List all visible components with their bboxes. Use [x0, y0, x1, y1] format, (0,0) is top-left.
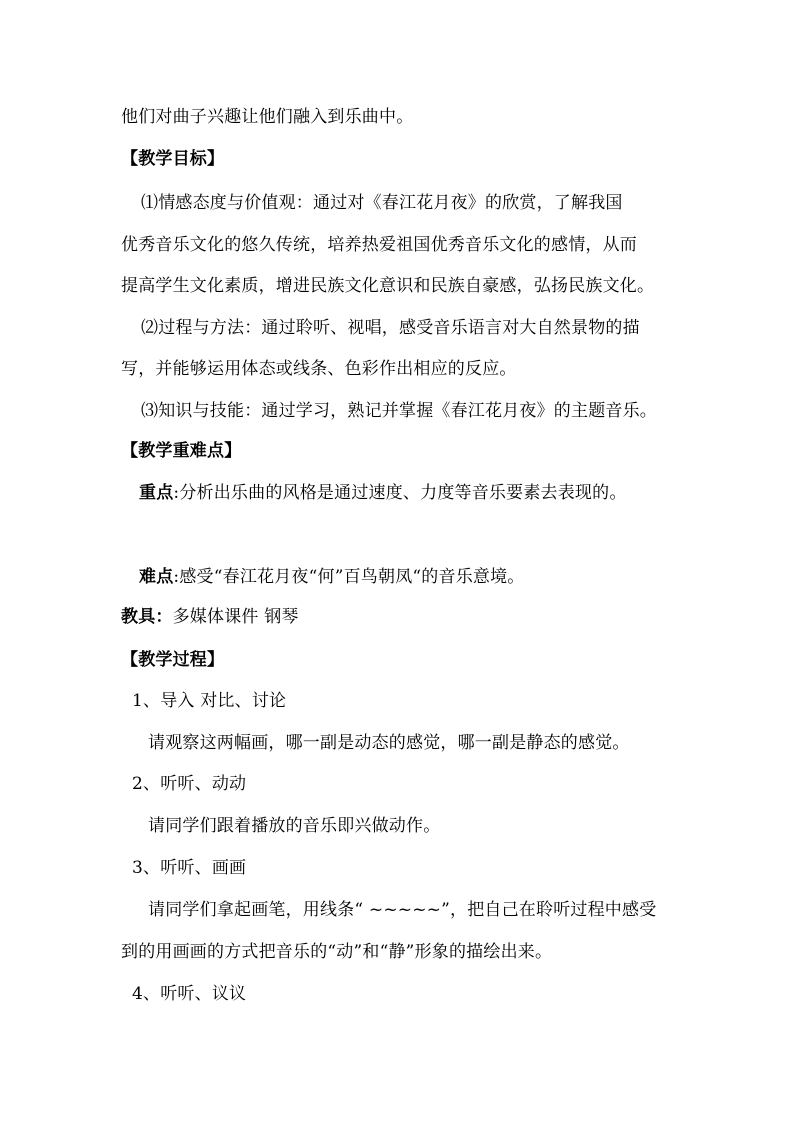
goal3-line1: ⑶知识与技能：通过学习，熟记并掌握《春江花月夜》的主题音乐。: [141, 401, 657, 421]
goal1-line1: ⑴情感态度与价值观：通过对《春江花月夜》的欣赏，了解我国: [141, 193, 623, 213]
step2-title: 2、听听、动动: [132, 774, 247, 794]
tools-line: [121, 606, 299, 628]
goal2-line2: 写，并能够运用体态或线条、色彩作出相应的反应。: [121, 359, 517, 379]
key-point-text: :分析出乐曲的风格是通过速度、力度等音乐要素去表现的。: [173, 483, 627, 503]
tools-text: 多媒体课件 钢琴: [172, 607, 299, 627]
difficult-point: [139, 566, 525, 588]
step3-text-line2: 到的用画画的方式把音乐的“动”和“静”形象的描绘出来。: [121, 942, 553, 962]
difficult-point-label: 难点: [139, 567, 174, 587]
goals-heading: 【教学目标】: [121, 149, 225, 169]
step3-text-line1: 请同学们拿起画笔，用线条“ ~~~~~”，把自己在聆听过程中感受: [148, 900, 657, 920]
key-point-label: 重点: [139, 483, 174, 503]
goal2-line1: ⑵过程与方法：通过聆听、视唱，感受音乐语言对大自然景物的描: [141, 318, 640, 338]
step4-title: 4、听听、议议: [132, 984, 247, 1004]
keypoints-heading: 【教学重难点】: [121, 441, 242, 461]
process-heading: 【教学过程】: [121, 650, 225, 670]
tools-label: 教具：: [121, 607, 173, 627]
step3-title: 3、听听、画画: [132, 858, 247, 878]
step1-text: 请观察这两幅画，哪一副是动态的感觉，哪一副是静态的感觉。: [148, 733, 630, 753]
intro-line: 他们对曲子兴趣让他们融入到乐曲中。: [121, 107, 414, 127]
goal1-line3: 提高学生文化素质，增进民族文化意识和民族自豪感，弘扬民族文化。: [121, 276, 655, 296]
difficult-point-text: :感受“春江花月夜“何”百鸟朝凤“的音乐意境。: [173, 567, 525, 587]
key-point: [139, 482, 627, 504]
step2-text: 请同学们跟着播放的音乐即兴做动作。: [148, 816, 441, 836]
goal1-line2: 优秀音乐文化的悠久传统，培养热爱祖国优秀音乐文化的感情，从而: [121, 235, 637, 255]
step1-title: 1、导入 对比、讨论: [132, 691, 287, 711]
